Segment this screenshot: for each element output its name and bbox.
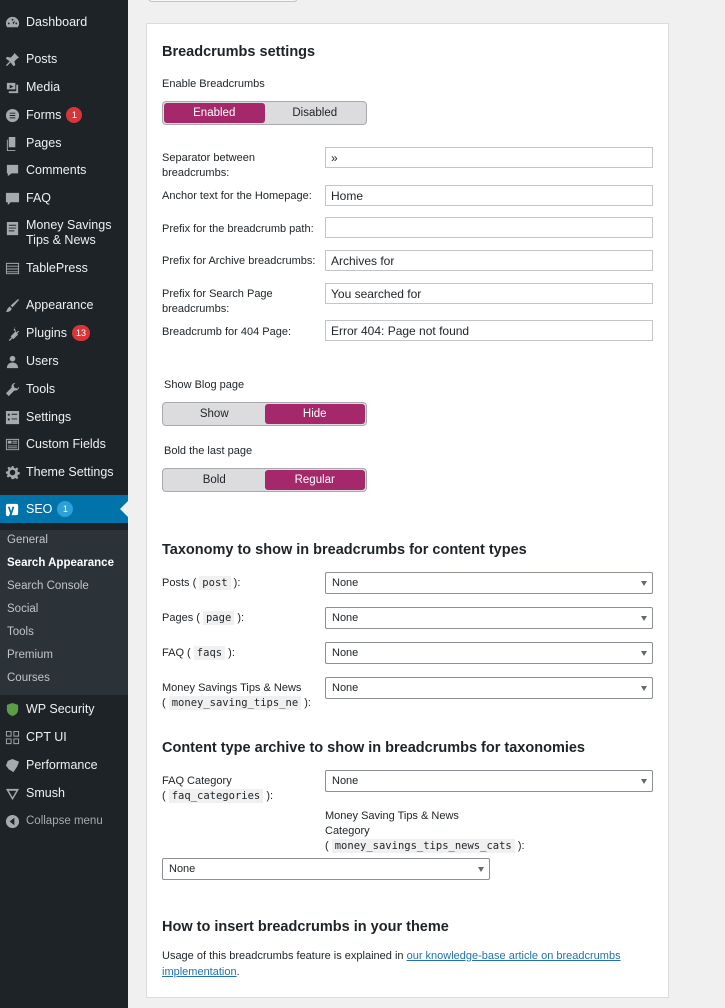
submenu-premium[interactable]: Premium [7,649,54,661]
menu-label: SEO [26,502,53,516]
label-text: ): [237,612,245,624]
notification-badge: 1 [66,107,82,123]
enable-breadcrumbs-label: Enable Breadcrumbs [162,78,265,90]
dashboard-icon [4,14,20,30]
comments-icon [4,162,20,178]
selected-value: None [332,682,359,694]
dropdown-caret-icon [478,867,484,872]
homepage-anchor-label: Anchor text for the Homepage: [162,190,312,202]
menu-tools[interactable] [0,375,128,403]
enable-breadcrumbs-toggle [162,101,367,125]
label-text: ): [233,577,241,589]
separator-input[interactable]: » [325,147,653,168]
post-type-code: money_saving_tips_ne [169,696,301,710]
search-prefix-input[interactable]: You searched for [325,283,653,304]
taxonomy-code: money_savings_tips_news_cats [332,839,515,853]
menu-comments[interactable] [0,156,128,184]
selected-value: None [332,612,359,624]
selected-value: None [332,577,359,589]
posts-icon [4,220,20,236]
collapse-icon [4,813,20,829]
menu-pages[interactable] [0,129,128,157]
howto-description [162,948,642,980]
menu-label: Money Savings Tips & News [26,218,112,247]
menu-custom-fields[interactable] [0,430,128,458]
menu-wp-security[interactable] [0,695,128,723]
knowledge-base-link[interactable]: our knowledge-base article on breadcrumbs implementation [162,950,621,978]
section-title-archive: Content type archive to show in breadcrumbs for taxonomies [162,740,585,756]
menu-label: TablePress [26,261,88,275]
section-title-taxonomy: Taxonomy to show in breadcrumbs for content types [162,542,527,558]
submenu-courses[interactable]: Courses [7,672,50,684]
menu-label: Custom Fields [26,437,106,451]
label-text: ( [162,790,166,802]
section-title-breadcrumbs: Breadcrumbs settings [162,44,316,60]
yoast-icon [4,501,20,517]
dropdown-caret-icon [641,581,647,586]
submenu-general[interactable]: General [7,534,48,546]
post-type-code: faqs [194,646,225,660]
404-breadcrumb-input[interactable]: Error 404: Page not found [325,320,653,341]
menu-theme-settings[interactable] [0,458,128,486]
enabled-option[interactable]: Enabled [164,103,265,123]
faq-taxonomy-label [162,646,235,661]
money-savings-category-select[interactable] [162,858,490,880]
menu-performance[interactable] [0,751,128,779]
menu-label: Pages [26,136,62,150]
posts-taxonomy-select[interactable] [325,572,653,594]
menu-label: Users [26,354,59,368]
menu-label: Performance [26,758,98,772]
fields-icon [4,436,20,452]
dropdown-caret-icon [641,651,647,656]
show-blog-page-label: Show Blog page [164,379,245,391]
bold-option[interactable]: Bold [202,474,226,486]
separator-label: Separator between breadcrumbs: [162,152,255,179]
pages-taxonomy-select[interactable] [325,607,653,629]
label-text: ( [162,697,166,709]
selected-value: None [332,647,359,659]
hide-option[interactable]: Hide [265,404,366,424]
menu-faq[interactable] [0,184,128,212]
menu-settings[interactable] [0,403,128,431]
show-option[interactable]: Show [199,408,229,420]
previous-panel-edge [148,0,298,2]
update-count-badge: 13 [72,325,90,341]
menu-label: FAQ [26,191,52,205]
selected-value: None [169,863,196,875]
table-icon [4,260,20,276]
faq-category-select[interactable] [325,770,653,792]
label-text: ): [517,840,525,852]
menu-label: WP Security [26,702,95,716]
pin-icon [4,51,20,67]
current-menu-arrow [120,501,128,517]
label-text: ): [266,790,274,802]
label-text: Money Saving Tips & News [325,810,459,822]
collapse-menu-button[interactable] [0,807,128,835]
submenu-search-appearance[interactable]: Search Appearance [7,557,114,569]
menu-plugins[interactable] [0,319,128,347]
pages-taxonomy-label [162,611,244,626]
admin-sidebar [0,0,128,1008]
menu-label: Tools [26,382,56,396]
menu-money-savings-tips-news[interactable] [0,218,128,254]
submenu-social[interactable]: Social [7,603,39,615]
bold-last-page-toggle [162,468,367,492]
dropdown-caret-icon [641,686,647,691]
disabled-option[interactable]: Disabled [292,107,338,119]
dropdown-caret-icon [641,616,647,621]
label-text: ( [325,840,329,852]
plugin-icon [4,325,20,341]
pages-icon [4,135,20,151]
smush-icon [4,785,20,801]
label-text: ): [228,647,235,659]
label-text: ): [304,697,311,709]
faq-taxonomy-select[interactable] [325,642,653,664]
menu-label: Comments [26,163,87,177]
menu-label: Appearance [26,298,94,312]
menu-label: Media [26,80,61,94]
menu-label: Collapse menu [26,815,103,827]
performance-icon [4,757,20,773]
menu-label: Forms [26,108,62,122]
faq-icon [4,190,20,206]
menu-label: Settings [26,410,72,424]
menu-smush[interactable] [0,779,128,807]
money-savings-taxonomy-label [162,681,322,711]
selected-value: None [332,775,359,787]
post-type-code: page [203,611,234,625]
posts-taxonomy-label [162,576,240,591]
taxonomy-code: faq_categories [169,789,264,803]
description-text: Usage of this breadcrumbs feature is explained in [162,950,407,962]
menu-tablepress[interactable] [0,254,128,282]
menu-appearance[interactable] [0,291,128,319]
menu-users[interactable] [0,347,128,375]
search-prefix-label: Prefix for Search Page breadcrumbs: [162,288,273,315]
regular-option[interactable]: Regular [265,470,366,490]
label-text: Pages ( [162,612,200,624]
menu-forms[interactable] [0,101,128,129]
menu-label: Posts [26,52,58,66]
dropdown-caret-icon [641,779,647,784]
label-text: Money Savings Tips & News [162,682,302,694]
media-icon [4,79,20,95]
cpt-icon [4,729,20,745]
menu-media[interactable] [0,73,128,101]
section-title-howto: How to insert breadcrumbs in your theme [162,919,449,935]
menu-dashboard[interactable] [0,8,128,36]
label-text: Posts ( [162,577,197,589]
description-text: . [236,966,240,978]
label-text: Category [325,825,370,837]
menu-label: Theme Settings [26,465,114,479]
money-savings-taxonomy-select[interactable] [325,677,653,699]
menu-cpt-ui[interactable] [0,723,128,751]
label-text: FAQ Category [162,775,232,787]
submenu-tools[interactable]: Tools [7,626,34,638]
post-type-code: post [199,576,230,590]
menu-label: Dashboard [26,15,88,29]
faq-category-label [162,774,322,804]
notification-badge: 1 [57,501,73,517]
users-icon [4,353,20,369]
label-text: FAQ ( [162,647,191,659]
breadcrumb-prefix-input[interactable] [325,217,653,238]
brush-icon [4,297,20,313]
breadcrumb-prefix-label: Prefix for the breadcrumb path: [162,223,314,235]
menu-label: CPT UI [26,730,67,744]
settings-panel [146,23,669,998]
wrench-icon [4,381,20,397]
menu-label: Smush [26,786,65,800]
archive-prefix-input[interactable]: Archives for [325,250,653,271]
gear-icon [4,464,20,480]
menu-seo[interactable] [0,495,128,523]
settings-icon [4,409,20,425]
forms-icon [4,107,20,123]
shield-icon [4,701,20,717]
menu-label: Plugins [26,326,67,340]
money-savings-category-label [325,809,525,854]
homepage-anchor-input[interactable]: Home [325,185,653,206]
seo-submenu [0,530,128,695]
show-blog-page-toggle [162,402,367,426]
404-breadcrumb-label: Breadcrumb for 404 Page: [162,326,292,338]
submenu-search-console[interactable]: Search Console [7,580,89,592]
archive-prefix-label: Prefix for Archive breadcrumbs: [162,255,316,267]
bold-last-page-label: Bold the last page [164,445,253,457]
menu-posts[interactable] [0,45,128,73]
